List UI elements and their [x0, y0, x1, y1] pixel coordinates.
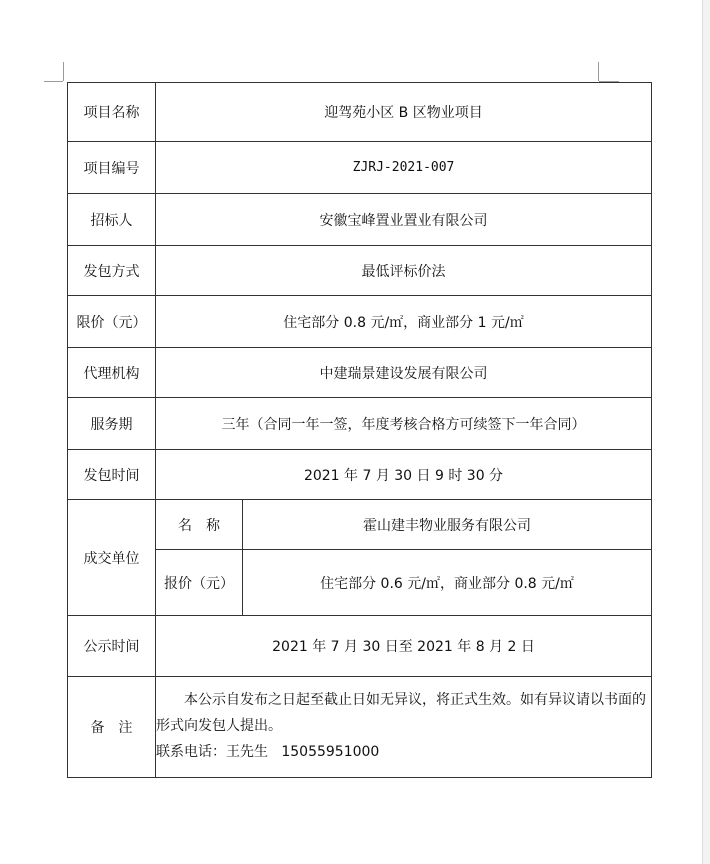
row-method — [68, 246, 652, 296]
value-remark — [156, 677, 652, 778]
contact-phone: 15055951000 — [281, 744, 380, 760]
value-publicity: 2021 年 7 月 30 日至 2021 年 8 月 2 日 — [156, 616, 652, 677]
row-publicity — [68, 616, 652, 677]
value-winner-name: 霍山建丰物业服务有限公司 — [243, 500, 652, 550]
value-project-name: 迎驾苑小区 B 区物业项目 — [156, 83, 652, 142]
remark-contact — [156, 739, 649, 765]
value-tenderer: 安徽宝峰置业置业有限公司 — [156, 194, 652, 246]
label-method: 发包方式 — [68, 246, 156, 296]
value-method: 最低评标价法 — [156, 246, 652, 296]
label-winner-name: 名 称 — [156, 500, 243, 550]
value-winner-price: 住宅部分 0.6 元/㎡，商业部分 0.8 元/㎡ — [243, 550, 652, 616]
row-tenderer — [68, 194, 652, 246]
label-winner: 成交单位 — [68, 500, 156, 616]
label-project-code: 项目编号 — [68, 142, 156, 194]
label-service-period: 服务期 — [68, 398, 156, 450]
label-issue-time: 发包时间 — [68, 450, 156, 500]
procurement-table — [67, 82, 652, 778]
value-project-code: ZJRJ-2021-007 — [156, 142, 652, 194]
row-service-period — [68, 398, 652, 450]
value-issue-time: 2021 年 7 月 30 日 9 时 30 分 — [156, 450, 652, 500]
row-agency — [68, 348, 652, 398]
row-winner-name — [68, 500, 652, 550]
label-agency: 代理机构 — [68, 348, 156, 398]
value-service-period: 三年（合同一年一签，年度考核合格方可续签下一年合同） — [156, 398, 652, 450]
label-winner-price: 报价（元） — [156, 550, 243, 616]
row-price-limit — [68, 296, 652, 348]
remark-text: 本公示自发布之日起至截止日如无异议，将正式生效。如有异议请以书面的形式向发包人提出。 — [156, 692, 646, 734]
row-project-name — [68, 83, 652, 142]
scrollbar-track[interactable] — [703, 0, 710, 864]
row-project-code — [68, 142, 652, 194]
value-agency: 中建瑞景建设发展有限公司 — [156, 348, 652, 398]
label-remark: 备 注 — [68, 677, 156, 778]
contact-label: 联系电话：王先生 — [156, 744, 268, 760]
label-publicity: 公示时间 — [68, 616, 156, 677]
row-winner-price — [68, 550, 652, 616]
value-price-limit: 住宅部分 0.8 元/㎡，商业部分 1 元/㎡ — [156, 296, 652, 348]
row-issue-time — [68, 450, 652, 500]
corner-mark-right-v — [598, 62, 599, 81]
label-project-name: 项目名称 — [68, 83, 156, 142]
label-tenderer: 招标人 — [68, 194, 156, 246]
row-remark — [68, 677, 652, 778]
label-price-limit: 限价（元） — [68, 296, 156, 348]
corner-mark-left-v — [63, 62, 64, 81]
corner-mark-left-h — [44, 81, 63, 82]
